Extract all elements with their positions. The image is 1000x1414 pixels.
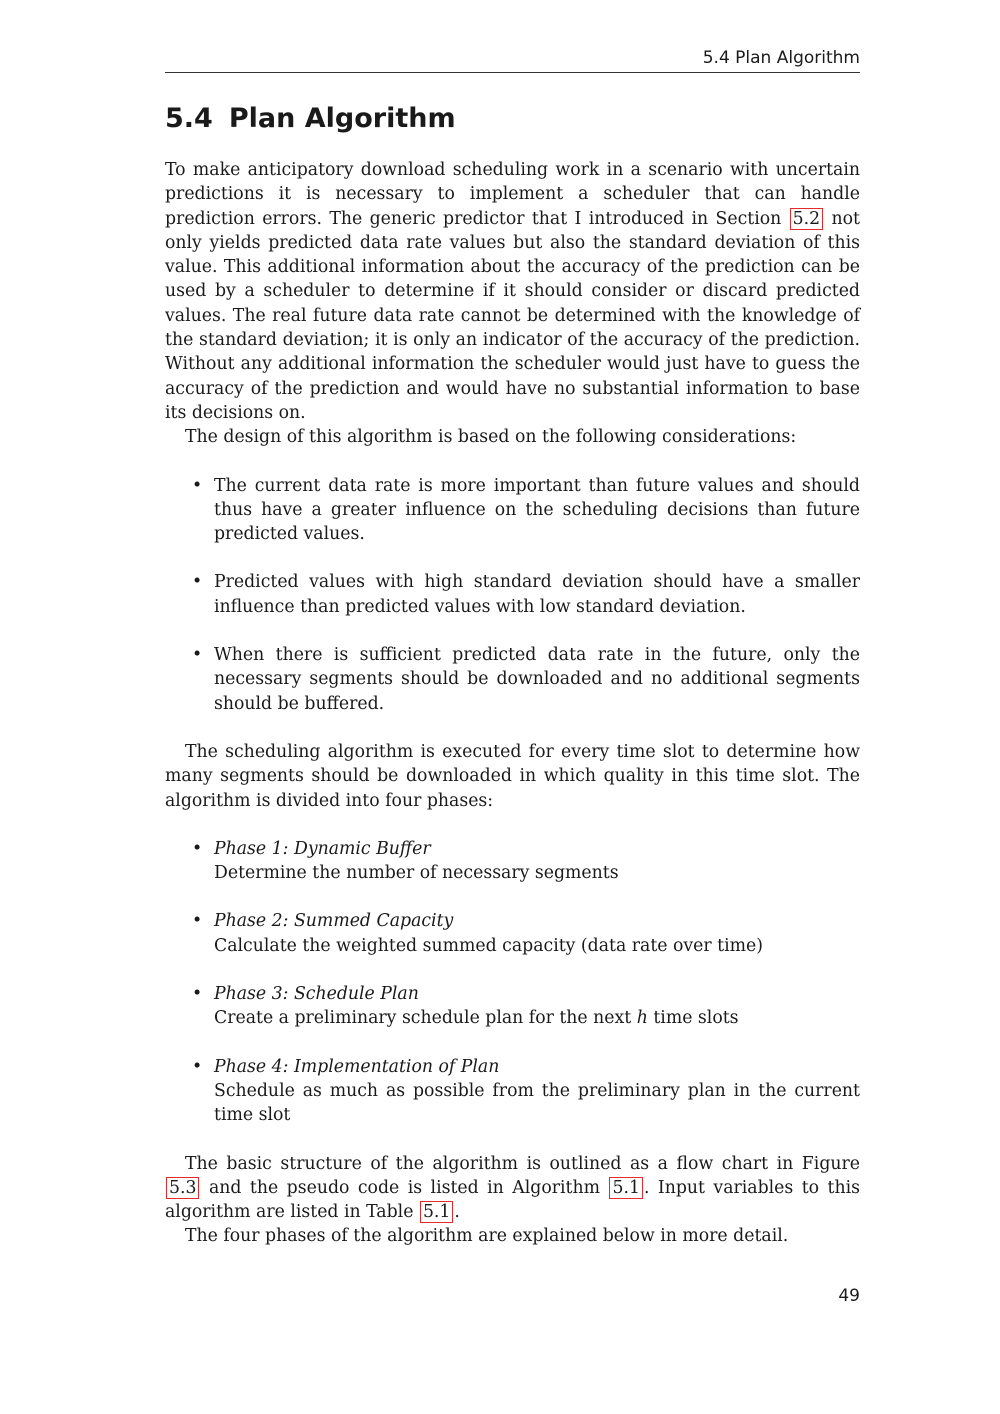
closing-paragraph: The four phases of the algorithm are explained below in more detail. bbox=[185, 1226, 789, 1247]
design-intro: The design of this algorithm is based on the following considerations: bbox=[185, 427, 797, 448]
list-item bbox=[165, 982, 860, 1031]
phase-desc-variable: h bbox=[636, 1008, 648, 1029]
phase-title: Phase 3: Schedule Plan bbox=[214, 984, 419, 1005]
running-title: 5.4 Plan Algorithm bbox=[702, 48, 860, 68]
intro-text-2: not only yields predicted data rate values but also the standard deviation of this value. This additional information about the accuracy of the prediction can be used by a scheduler to determine if it should consider or discard predicted values. The real future data rate cannot be determined with the knowledge of the standard deviation; it is only an indicator of the accuracy of the prediction. Without any additional information the scheduler would just have to guess the accuracy of the prediction and would have no substantial information to base its decisions on. bbox=[165, 208, 860, 423]
bullet-icon: • bbox=[192, 984, 203, 1005]
phase-title: Phase 4: Implementation of Plan bbox=[214, 1056, 500, 1077]
phases-list bbox=[165, 837, 860, 1128]
intro-paragraph bbox=[165, 158, 860, 425]
scheduling-paragraph: The scheduling algorithm is executed for every time slot to determine how many segments should be downloaded in which quality in this time slot. The algorithm is divided into four phases: bbox=[165, 741, 860, 811]
phase-description: Determine the number of necessary segments bbox=[214, 863, 619, 884]
list-item bbox=[165, 837, 860, 886]
table-ref-link[interactable]: 5.1 bbox=[420, 1201, 453, 1223]
bullet-icon: • bbox=[192, 475, 203, 496]
structure-text-3: . Input variables to this algorithm are listed in Table bbox=[165, 1177, 860, 1223]
phase-desc-before: Create a preliminary schedule plan for the next bbox=[214, 1008, 632, 1029]
phase-title: Phase 2: Summed Capacity bbox=[214, 911, 454, 932]
bullet-icon: • bbox=[192, 911, 203, 932]
consideration-text: The current data rate is more important than future values and should thus have a greater influence on the scheduling decisions than future predicted values. bbox=[214, 475, 860, 545]
list-item bbox=[165, 1055, 860, 1128]
consideration-text: Predicted values with high standard deviation should have a smaller influence than predicted values with low standard deviation. bbox=[214, 572, 860, 617]
bullet-icon: • bbox=[192, 645, 203, 666]
consideration-text: When there is sufficient predicted data rate in the future, only the necessary segments should be downloaded and no additional segments should be buffered. bbox=[214, 645, 860, 714]
section-ref-link[interactable]: 5.2 bbox=[790, 208, 823, 230]
algorithm-ref-link[interactable]: 5.1 bbox=[609, 1177, 642, 1199]
section-heading bbox=[165, 100, 860, 138]
phase-description: Schedule as much as possible from the preliminary plan in the current time slot bbox=[214, 1080, 860, 1126]
list-item bbox=[165, 570, 860, 619]
phase-description: Calculate the weighted summed capacity (data rate over time) bbox=[214, 935, 763, 956]
structure-text-4: . bbox=[454, 1202, 460, 1223]
bullet-icon: • bbox=[192, 1056, 203, 1077]
phase-description bbox=[214, 1006, 860, 1030]
phase-desc-after: time slots bbox=[653, 1008, 739, 1029]
list-item bbox=[165, 909, 860, 958]
page-number: 49 bbox=[838, 1286, 860, 1306]
section-number: 5.4 bbox=[165, 103, 213, 134]
list-item bbox=[165, 643, 860, 716]
phase-title: Phase 1: Dynamic Buffer bbox=[214, 838, 431, 859]
list-item bbox=[165, 474, 860, 547]
structure-paragraph bbox=[165, 1152, 860, 1225]
structure-text-2: and the pseudo code is listed in Algorithm bbox=[208, 1177, 600, 1198]
section-title: Plan Algorithm bbox=[228, 103, 456, 134]
structure-text-1: The basic structure of the algorithm is outlined as a flow chart in Figure bbox=[185, 1153, 860, 1174]
figure-ref-link[interactable]: 5.3 bbox=[166, 1177, 199, 1199]
running-header bbox=[165, 46, 860, 73]
page-body bbox=[165, 100, 860, 1249]
bullet-icon: • bbox=[192, 572, 203, 593]
bullet-icon: • bbox=[192, 838, 203, 859]
considerations-list bbox=[165, 474, 860, 716]
intro-text-1: To make anticipatory download scheduling work in a scenario with uncertain predictions it is necessary to implement a scheduler that can handle prediction errors. The generic predictor that I introduced in Section bbox=[165, 160, 860, 229]
